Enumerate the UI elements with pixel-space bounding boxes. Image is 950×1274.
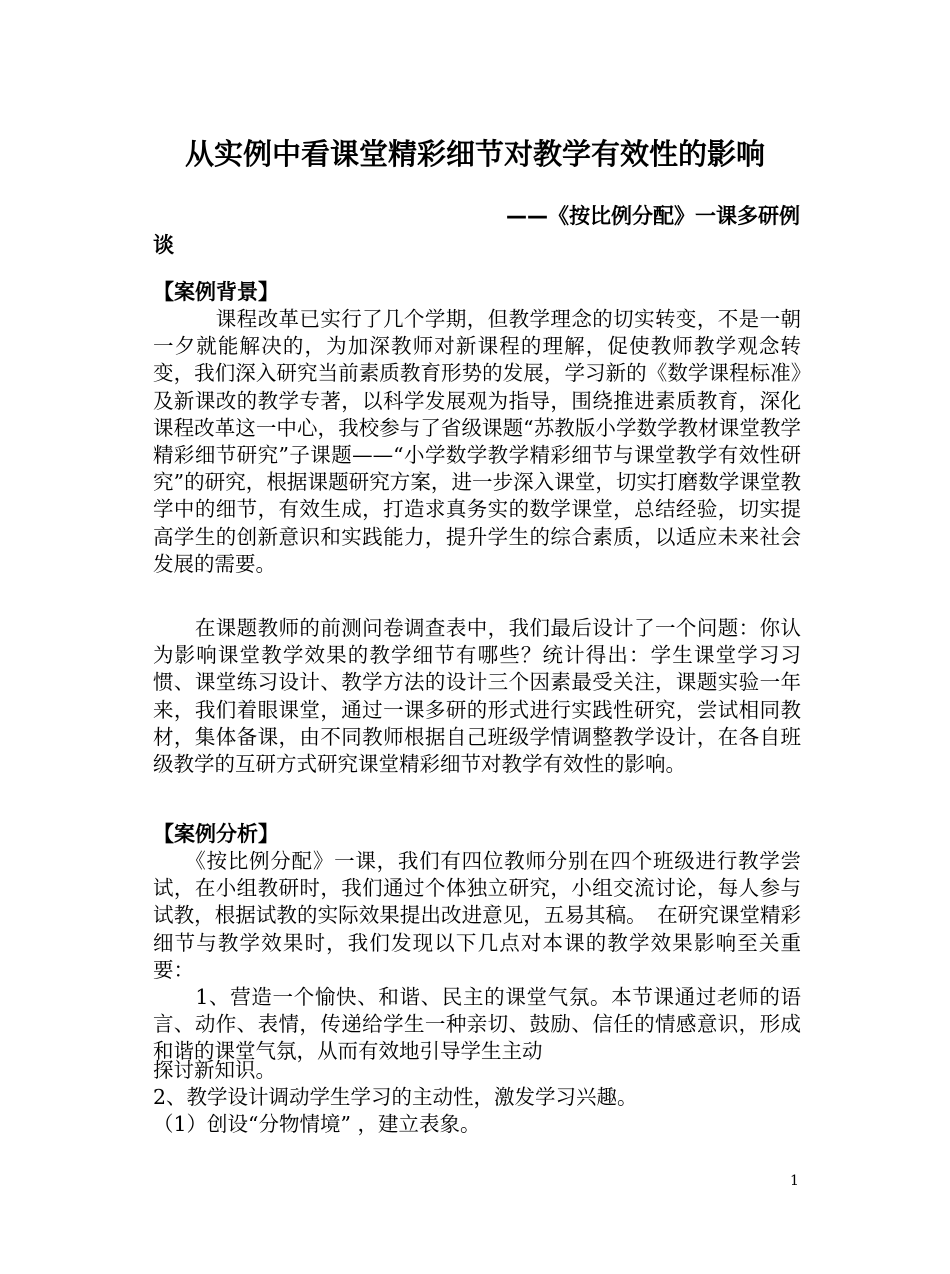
paragraph-analysis-line: 探讨新知识。 (153, 1058, 276, 1082)
document-subtitle-continued: 谈 (153, 233, 174, 257)
paragraph-background-2: 在课题教师的前测问卷调查表中，我们最后设计了一个问题：你认为影响课堂教学效果的教学细节有哪些？统计得出：学生课堂学习习惯、课堂练习设计、教学方法的设计三个因素最受关注，课题实验一年来，我们着眼课堂，通过一课多研的形式进行实践性研究，尝试相同教材，集体备课，由不同教师根据自己班级学情调整教学设计，在各自班级教学的互研方式研究课堂精彩细节对教学有效性的影响。 (153, 616, 801, 777)
paragraph-analysis-1: 《按比例分配》一课，我们有四位教师分别在四个班级进行教学尝试，在小组教研时，我们通过个体独立研究，小组交流讨论，每人参与试教，根据试教的实际效果提出改进意见，五易其稿。 在研究课堂精彩细节与教学效果时，我们发现以下几点对本课的教学效果影响至关重要： (153, 849, 801, 982)
document-subtitle: ——《按比例分配》一课多研例 (506, 204, 800, 228)
list-item-2: 2、教学设计调动学生学习的主动性，激发学习兴趣。 (153, 1085, 638, 1109)
page-number: 1 (790, 1173, 799, 1189)
document-title: 从实例中看课堂精彩细节对教学有效性的影响 (184, 137, 765, 171)
section-heading-background: 【案例背景】 (153, 280, 279, 304)
list-subitem-1: （1）创设“分物情境” ，建立表象。 (153, 1112, 481, 1136)
paragraph-background-1: 课程改革已实行了几个学期，但教学理念的切实转变，不是一朝一夕就能解决的，为加深教师对新课程的理解，促使教师教学观念转变，我们深入研究当前素质教育形势的发展，学习新的《数学课程标准》及新课改的教学专著，以科学发展观为指导，围绕推进素质教育，深化课程改革这一中心，我校参与了省级课题“苏教版小学数学教材课堂教学精彩细节研究”子课题——“小学数学教学精彩细节与课堂教学有效性研究”的研究，根据课题研究方案，进一步深入课堂，切实打磨数学课堂教学中的细节，有效生成，打造求真务实的数学课堂，总结经验，切实提高学生的创新意识和实践能力，提升学生的综合素质，以适应未来社会发展的需要。 (153, 307, 801, 576)
paragraph-analysis-2: 1、营造一个愉快、和谐、民主的课堂气氛。本节课通过老师的语言、动作、表情，传递给学生一种亲切、鼓励、信任的情感意识，形成和谐的课堂气氛，从而有效地引导学生主动 (153, 985, 801, 1064)
section-heading-analysis: 【案例分析】 (153, 822, 279, 846)
